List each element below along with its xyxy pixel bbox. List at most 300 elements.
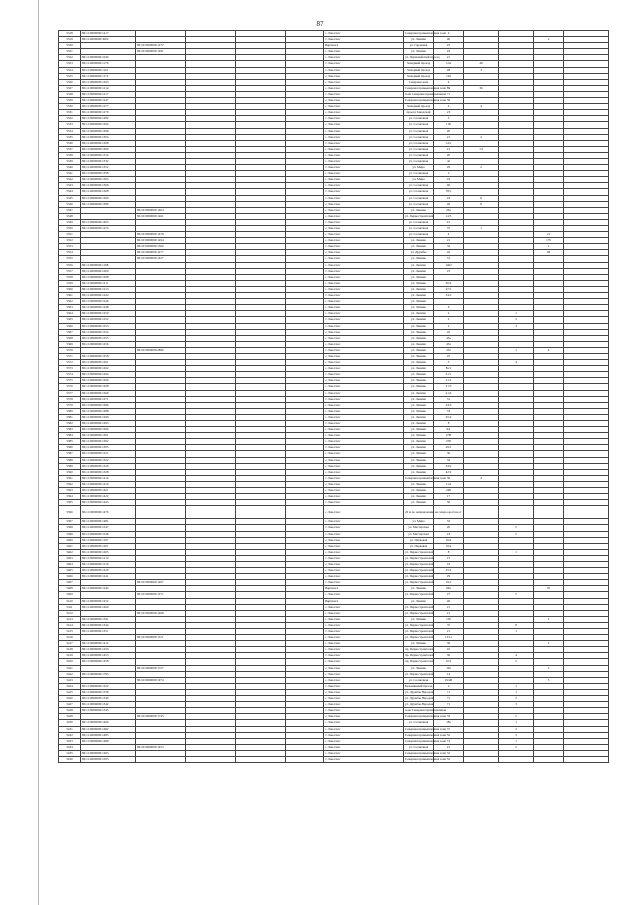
house-number: 27Б bbox=[434, 439, 464, 445]
row-index: 5359 bbox=[59, 280, 81, 286]
row-index: 5392 bbox=[59, 481, 81, 487]
street: ул. Дружбы Народов bbox=[405, 689, 434, 694]
settlement: г. Лангепас bbox=[324, 110, 404, 116]
row-index: 5424 bbox=[59, 683, 81, 689]
settlement: г. Лангепас bbox=[324, 500, 404, 506]
house-number: 14/1 bbox=[434, 140, 464, 146]
street: ул. Ленина bbox=[404, 244, 434, 250]
house-number: 10А bbox=[434, 543, 464, 549]
street: ул. Ленина bbox=[404, 280, 434, 286]
row-index: 5327 bbox=[59, 85, 81, 91]
settlement: г. Лангепас bbox=[324, 702, 404, 708]
row-index: 5324 bbox=[59, 67, 81, 73]
cadastral-number: 86:11:0000000:1345 bbox=[81, 708, 136, 714]
settlement: г. Лангепас bbox=[324, 195, 404, 201]
settlement: г. Лангепас bbox=[324, 390, 404, 396]
house-number: 21/1 bbox=[434, 372, 464, 378]
row-index: 5363 bbox=[59, 305, 81, 311]
street: ул. Ленина bbox=[404, 488, 434, 494]
settlement: г. Лангепас bbox=[324, 457, 404, 463]
cadastral-number: 86:11:0000000:1309 bbox=[81, 146, 136, 152]
row-index: 5416 bbox=[59, 635, 81, 641]
cadastral-number: 86:11:0000000:1332 bbox=[81, 158, 136, 164]
house-number: 8а/1 bbox=[434, 366, 464, 372]
blank-cell bbox=[564, 756, 609, 762]
cadastral-number: 86:11:0000000:1176 bbox=[81, 61, 136, 67]
building-number: 8 bbox=[464, 201, 499, 207]
settlement: г. Лангепас bbox=[324, 286, 404, 292]
cadastral-number-alt: 86:10:0000000:1427 bbox=[136, 256, 186, 262]
apartment-count: 5 bbox=[499, 531, 534, 537]
street: ул. Дружбы bbox=[404, 250, 434, 256]
cadastral-number: 86:11:0000000:1201 bbox=[81, 543, 136, 549]
cadastral-ref-b bbox=[236, 506, 286, 519]
apartment-count: 3 bbox=[499, 702, 534, 708]
cadastral-number-alt bbox=[136, 756, 186, 762]
house-number: 162 bbox=[434, 73, 464, 79]
row-index: 5354 bbox=[59, 250, 81, 256]
row-index: 5408 bbox=[59, 586, 81, 592]
settlement: г. Лангепас bbox=[324, 244, 404, 250]
settlement: г. Лангепас bbox=[324, 49, 404, 55]
street: ул. Ленина bbox=[404, 311, 434, 317]
house-number: 21 bbox=[434, 134, 464, 140]
row-index: 5339 bbox=[59, 158, 81, 164]
house-number: 5 bbox=[434, 116, 464, 122]
row-index: 5428 bbox=[59, 708, 81, 714]
cadastral-number: 86:11:0000000:3002 bbox=[81, 37, 136, 43]
settlement: г. Лангепас bbox=[324, 616, 404, 622]
apartment-count bbox=[499, 756, 534, 762]
street: ул. Первостроителей bbox=[405, 622, 434, 627]
house-number: 52 bbox=[434, 732, 464, 738]
house-number: 45/2 bbox=[434, 414, 464, 420]
settlement: г. Лангепас bbox=[324, 402, 404, 408]
street: ул. Солнечная bbox=[404, 128, 434, 134]
apartment-count: 1 bbox=[499, 738, 534, 744]
settlement: г. Лангепас bbox=[324, 360, 404, 366]
settlement: г. Лангепас bbox=[324, 756, 404, 762]
settlement: г. Лангепас bbox=[324, 488, 404, 494]
house-number: 45а bbox=[434, 341, 464, 347]
settlement: г. Лангепас bbox=[324, 592, 404, 598]
house-number: 36 bbox=[434, 641, 464, 647]
cadastral-number-alt: 86:10:0000000:1468 bbox=[136, 610, 186, 616]
settlement: г. Лангепас bbox=[324, 146, 404, 152]
street: ул. Первостроителей bbox=[405, 610, 434, 615]
house-number: 17 bbox=[434, 494, 464, 500]
house-number: 25 bbox=[434, 43, 464, 49]
street: ул. Солнечная bbox=[404, 171, 434, 177]
cadastral-number-alt: 86:10:0000000:1291 bbox=[136, 49, 186, 55]
settlement: г. Лангепас bbox=[324, 128, 404, 134]
row-index: 5368 bbox=[59, 335, 81, 341]
house-number: 13/1а bbox=[434, 635, 464, 641]
settlement: г. Лангепас bbox=[324, 610, 404, 616]
cadastral-number: 86:11:0000000:1212 bbox=[81, 555, 136, 561]
cadastral-number-alt: 86:10:0000000:1478 bbox=[136, 232, 186, 238]
street: ул. Ленина bbox=[404, 207, 434, 213]
street: Безымянный проезд bbox=[405, 683, 433, 688]
cadastral-number: 86:11:0000000:1252 bbox=[81, 317, 136, 323]
row-index: 5433 bbox=[59, 738, 81, 744]
street: ул. Солнечная bbox=[404, 219, 434, 225]
settlement: г. Лангепас bbox=[324, 494, 404, 500]
settlement: г. Лангепас bbox=[324, 714, 404, 720]
cadastral-number: 86:11:0000000:1304 bbox=[81, 134, 136, 140]
settlement: г. Лангепас bbox=[324, 98, 404, 104]
settlement: г. Лангепас bbox=[324, 67, 404, 73]
house-number: 2 bbox=[434, 323, 464, 329]
house-number: 23 bbox=[434, 110, 464, 116]
house-number: 4 bbox=[434, 232, 464, 238]
house-number: 29 bbox=[434, 574, 464, 580]
house-number: 6 bbox=[434, 305, 464, 311]
street: пр. Первостроителей bbox=[405, 653, 434, 658]
row-index: 5426 bbox=[59, 696, 81, 702]
house-number: 37 bbox=[434, 726, 464, 732]
house-number: 15 bbox=[434, 555, 464, 561]
house-number: 33 bbox=[434, 408, 464, 414]
house-number: 21 bbox=[434, 238, 464, 244]
row-index: 5436 bbox=[59, 756, 81, 762]
row-index: 5340 bbox=[59, 165, 81, 171]
house-number: 89 bbox=[434, 85, 464, 91]
apartment-count: 3 bbox=[499, 726, 534, 732]
house-number: 28 bbox=[434, 67, 464, 73]
street: Северная промышленная зона bbox=[405, 85, 446, 90]
cadastral-number: 86:11:0000000:1368 bbox=[81, 189, 136, 195]
cadastral-number: 86:11:0000000:1161 bbox=[81, 67, 136, 73]
street: ул. Ленина bbox=[404, 335, 434, 341]
cadastral-number: 86:11:0000000:1277 bbox=[81, 104, 136, 110]
blank-cell bbox=[286, 506, 324, 519]
cadastral-number: 86:11:0000000:1417 bbox=[81, 31, 136, 37]
settlement: г. Лангепас bbox=[324, 580, 404, 586]
row-index: 5425 bbox=[59, 689, 81, 695]
house-number: 21 bbox=[434, 604, 464, 610]
street: ул. Солнечная bbox=[404, 140, 434, 146]
row-index: 5421 bbox=[59, 665, 81, 671]
row-index: 5320 bbox=[59, 43, 81, 49]
row-index: 5404 bbox=[59, 561, 81, 567]
row-index: 5423 bbox=[59, 677, 81, 683]
register-table bbox=[58, 30, 609, 763]
street: ул. Солнечная bbox=[404, 158, 434, 164]
house-number: 23а bbox=[434, 347, 464, 353]
blank-cell bbox=[564, 506, 609, 519]
street: Западный проезд bbox=[404, 61, 434, 67]
extra-value bbox=[534, 756, 564, 762]
house-number: 52 bbox=[434, 750, 464, 756]
settlement: г. Лангепас bbox=[324, 744, 404, 750]
house-number: 45 bbox=[434, 329, 464, 335]
settlement: г. Лангепас bbox=[324, 280, 404, 286]
settlement: г. Лангепас bbox=[324, 189, 404, 195]
street: ул. Первомайский проезд bbox=[405, 55, 440, 60]
street: ул. Солнечная bbox=[404, 195, 434, 201]
cadastral-number: 86:11:0000000:1255 bbox=[81, 335, 136, 341]
house-number: 21 bbox=[434, 55, 464, 61]
cadastral-number: 86:11:0000000:1299 bbox=[81, 128, 136, 134]
building-number: 2 bbox=[464, 134, 499, 140]
house-number: 45а bbox=[434, 335, 464, 341]
row-index: 5389 bbox=[59, 463, 81, 469]
house-number: 66а bbox=[434, 586, 464, 592]
cadastral-number: 86:11:0000000:1260 bbox=[81, 604, 136, 610]
street: ул. Ленина bbox=[404, 329, 434, 335]
settlement: г. Лангепас bbox=[324, 219, 404, 225]
apartment-count: 2 bbox=[499, 714, 534, 720]
cadastral-number: 86:11:0000000:1288 bbox=[81, 408, 136, 414]
settlement: г. Лангепас bbox=[324, 104, 404, 110]
settlement: г. Лангепас bbox=[324, 152, 404, 158]
house-number: 19/2Б bbox=[434, 677, 464, 683]
settlement: г. Лангепас bbox=[324, 171, 404, 177]
settlement: г. Лангепас bbox=[324, 384, 404, 390]
row-index: 5396 bbox=[59, 506, 81, 519]
settlement: г. Лангепас bbox=[324, 555, 404, 561]
street: ул. Ленина bbox=[404, 439, 434, 445]
cadastral-number-alt: 86:10:0000000:1727 bbox=[136, 665, 186, 671]
house-number: 42/2 bbox=[434, 469, 464, 475]
house-number: 11А bbox=[434, 481, 464, 487]
cadastral-number: 86:11:0000000:1214 bbox=[81, 85, 136, 91]
cadastral-number: 86:11:0000000:1252 bbox=[81, 598, 136, 604]
cadastral-number: 86:11:0000000:1286 bbox=[81, 402, 136, 408]
settlement: г. Лангепас bbox=[324, 183, 404, 189]
settlement: г. Лангепас bbox=[324, 726, 404, 732]
row-index: 5330 bbox=[59, 104, 81, 110]
cadastral-number: 86:11:0000000:1341 bbox=[81, 616, 136, 622]
house-number: 78/1 bbox=[434, 189, 464, 195]
cadastral-number-alt: 86:10:0000000:1271 bbox=[136, 592, 186, 598]
street: ул. Ленина bbox=[404, 286, 434, 292]
settlement: г. Лангепас bbox=[324, 293, 404, 299]
apartment-count: 2 bbox=[499, 744, 534, 750]
cadastral-number: 86:11:0000000:1271 bbox=[81, 396, 136, 402]
street: ул. Ленина bbox=[404, 347, 434, 353]
street: ул. Первостроителей bbox=[405, 635, 434, 640]
cadastral-number: 86:11:0000000:1301 bbox=[81, 433, 136, 439]
cadastral-number: 86:11:0000000:1269 bbox=[81, 390, 136, 396]
building-number: 4 bbox=[464, 104, 499, 110]
row-index: 5435 bbox=[59, 750, 81, 756]
row-index: 5394 bbox=[59, 494, 81, 500]
apartment-count: 4 bbox=[499, 360, 534, 366]
row-index: 5360 bbox=[59, 286, 81, 292]
cadastral-number: 86:11:0000000:1248 bbox=[81, 305, 136, 311]
row-index: 5375 bbox=[59, 378, 81, 384]
house-number: 52 bbox=[434, 756, 464, 762]
settlement: г. Лангепас bbox=[324, 439, 404, 445]
apartment-count: 1 bbox=[499, 720, 534, 726]
row-index: 5432 bbox=[59, 732, 81, 738]
row-index: 5395 bbox=[59, 500, 81, 506]
building-number: 3 bbox=[464, 67, 499, 73]
cadastral-number: 86:11:0000000:1203 bbox=[81, 79, 136, 85]
house-number: 60 bbox=[434, 183, 464, 189]
row-index: 5434 bbox=[59, 744, 81, 750]
apartment-count bbox=[499, 506, 534, 519]
row-index: 5386 bbox=[59, 445, 81, 451]
cadastral-number: 86:11:0000000:1412 bbox=[81, 641, 136, 647]
house-number: 2 bbox=[434, 311, 464, 317]
settlement: г. Лангепас bbox=[324, 665, 404, 671]
house-number: 23 bbox=[434, 531, 464, 537]
house-number: 21 bbox=[434, 629, 464, 635]
street: ул. Ленина bbox=[404, 384, 434, 390]
cadastral-number: 86:11:0000000:1483 bbox=[81, 732, 136, 738]
row-index: 5357 bbox=[59, 268, 81, 274]
row-index: 5358 bbox=[59, 274, 81, 280]
street: ул. Ленина bbox=[404, 238, 434, 244]
row-index: 5334 bbox=[59, 128, 81, 134]
street: ул. Солнечная bbox=[404, 232, 434, 238]
house-number: 19 bbox=[434, 177, 464, 183]
cadastral-number: 86:11:0000000:1351 bbox=[81, 629, 136, 635]
cadastral-number: 86:11:0000000:1493 bbox=[81, 750, 136, 756]
cadastral-number: 86:11:0000000:1365 bbox=[81, 177, 136, 183]
street: зона Северная промышленная bbox=[405, 708, 446, 713]
house-number: 56 bbox=[434, 500, 464, 506]
cadastral-number: 86:11:0000000:1282 bbox=[81, 116, 136, 122]
cadastral-number: 86:11:0000000:1256 bbox=[81, 341, 136, 347]
cadastral-number: 86:11:0000000:1338 bbox=[81, 689, 136, 695]
apartment-count: 1 bbox=[499, 683, 534, 689]
settlement: г. Лангепас bbox=[324, 274, 404, 280]
street: Западный проезд bbox=[404, 67, 434, 73]
settlement: г. Лангепас bbox=[324, 323, 404, 329]
street: ул. Ленина bbox=[404, 586, 434, 592]
street: ул. Ленина bbox=[404, 402, 434, 408]
extra-value bbox=[534, 506, 564, 519]
street: ул. Солнечная bbox=[404, 146, 434, 152]
house-number: 2/1 bbox=[434, 219, 464, 225]
street: ул. Ленина bbox=[404, 408, 434, 414]
building-number bbox=[464, 506, 499, 519]
cadastral-number: 86:11:0000000:1198 bbox=[81, 262, 136, 268]
building-number: 74 bbox=[464, 146, 499, 152]
settlement: Вартовск bbox=[324, 586, 404, 592]
street: ул. Ленина bbox=[404, 293, 434, 299]
street: ул. Ленина bbox=[404, 366, 434, 372]
house-number: 47/1 bbox=[434, 286, 464, 292]
house-number: 37 bbox=[434, 226, 464, 232]
extra-value: 21 bbox=[534, 232, 564, 238]
extra-value: 4 bbox=[534, 347, 564, 353]
settlement: г. Лангепас bbox=[324, 116, 404, 122]
row-index: 5413 bbox=[59, 616, 81, 622]
street: ул. Ленина bbox=[404, 433, 434, 439]
cadastral-number: 86:11:0000000:1322 bbox=[81, 457, 136, 463]
house-number: 19а bbox=[434, 665, 464, 671]
row-index: 5344 bbox=[59, 189, 81, 195]
row-index: 5367 bbox=[59, 329, 81, 335]
house-number: 2 bbox=[434, 683, 464, 689]
house-number: 21/2 bbox=[434, 378, 464, 384]
apartment-count: 8 bbox=[499, 622, 534, 628]
street: зона Северная промышленная bbox=[405, 91, 446, 96]
cadastral-number: 86:11:0000000:1264 bbox=[81, 372, 136, 378]
row-index: 5318 bbox=[59, 31, 81, 37]
row-index: 5371 bbox=[59, 353, 81, 359]
cadastral-number: 86:11:0000000:1046 bbox=[81, 55, 136, 61]
register-table-body bbox=[59, 31, 609, 763]
settlement: г. Лангепас bbox=[324, 451, 404, 457]
street: ул. Ленина bbox=[404, 451, 434, 457]
street: ул. Мира bbox=[404, 519, 434, 525]
settlement: г. Лангепас bbox=[324, 262, 404, 268]
settlement: г. Лангепас bbox=[324, 335, 404, 341]
table-row bbox=[59, 756, 609, 762]
row-index: 5369 bbox=[59, 341, 81, 347]
settlement: г. Лангепас bbox=[324, 683, 404, 689]
street: ул. Гаражная bbox=[404, 43, 434, 49]
cadastral-number-alt: 86:10:0000000:2899 bbox=[136, 347, 186, 353]
row-index: 5400 bbox=[59, 537, 81, 543]
settlement: г. Лангепас bbox=[324, 140, 404, 146]
street: ул. Первостроителей bbox=[405, 580, 434, 585]
cadastral-number: 86:11:0000000:1254 bbox=[81, 329, 136, 335]
cadastral-number: 86:11:0000000:1253 bbox=[81, 323, 136, 329]
settlement: г. Лангепас bbox=[324, 469, 404, 475]
street: ул. Солнечная bbox=[404, 226, 434, 232]
street: ул. Солнечная bbox=[404, 152, 434, 158]
apartment-count: 1 bbox=[499, 689, 534, 695]
settlement: г. Лангепас bbox=[324, 268, 404, 274]
row-index: 5355 bbox=[59, 256, 81, 262]
settlement: г. Лангепас bbox=[324, 299, 404, 305]
street: ул. Парковая bbox=[404, 537, 434, 543]
house-number: 40 bbox=[434, 37, 464, 43]
street: ул. Ленина bbox=[404, 665, 434, 671]
apartment-count: 3 bbox=[499, 732, 534, 738]
row-index: 5402 bbox=[59, 549, 81, 555]
cadastral-number: 86:11:0000000:1352 bbox=[81, 165, 136, 171]
house-number: 25 bbox=[434, 353, 464, 359]
settlement: г. Лангепас bbox=[324, 37, 404, 43]
settlement: г. Лангепас bbox=[324, 696, 404, 702]
settlement: г. Лангепас bbox=[324, 329, 404, 335]
row-index: 5335 bbox=[59, 134, 81, 140]
street: ул. Ленина bbox=[404, 37, 434, 43]
settlement: г. Лангепас bbox=[324, 568, 404, 574]
settlement: Вартовск bbox=[324, 598, 404, 604]
settlement: г. Лангепас bbox=[324, 122, 404, 128]
street: ул. Ленина bbox=[404, 427, 434, 433]
cadastral-number: 86:11:0000000:1453 bbox=[81, 653, 136, 659]
street: ул. Ленина bbox=[404, 390, 434, 396]
row-index: 5349 bbox=[59, 219, 81, 225]
street: проезд Заводской bbox=[404, 110, 434, 116]
street: ул. Ленина bbox=[404, 372, 434, 378]
apartment-count: 5 bbox=[499, 525, 534, 531]
street: 20 м по направлению на северо-восток от bbox=[404, 506, 434, 519]
street: ул. Ленина bbox=[404, 445, 434, 451]
settlement: г. Лангепас bbox=[324, 750, 404, 756]
cadastral-ref-a bbox=[186, 756, 236, 762]
house-number: 27 bbox=[434, 592, 464, 598]
street: ул. Ленина bbox=[404, 274, 434, 280]
street: ул. Дружбы Народов bbox=[405, 696, 434, 701]
street: Северная промышленная зона bbox=[405, 726, 446, 731]
row-index: 5410 bbox=[59, 598, 81, 604]
row-index: 5366 bbox=[59, 323, 81, 329]
street: ул. Первостроителей bbox=[405, 592, 434, 597]
street: ул. Ленина bbox=[404, 360, 434, 366]
cadastral-number: 86:11:0000000:1458 bbox=[81, 659, 136, 665]
